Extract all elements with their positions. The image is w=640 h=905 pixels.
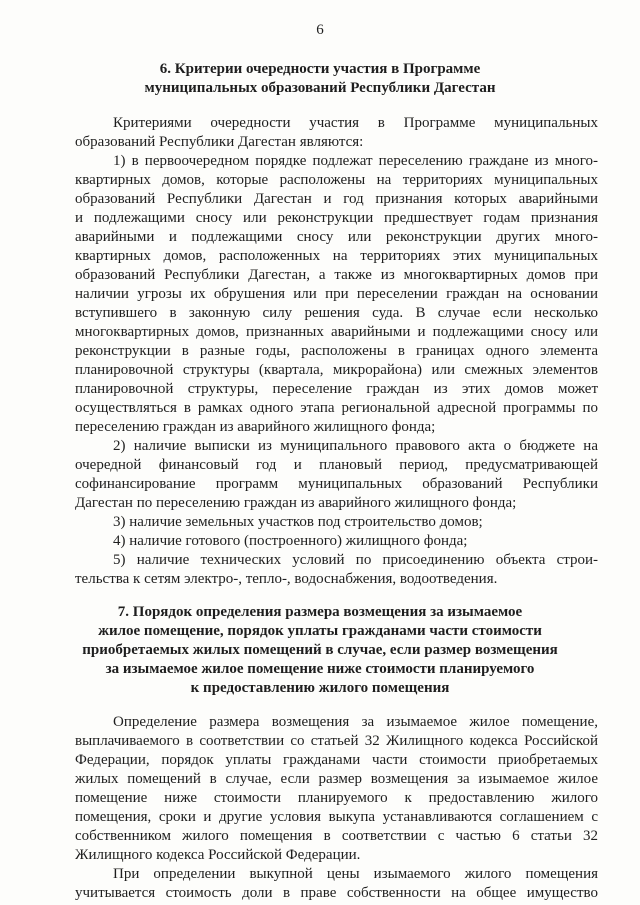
section-7-line: При определении выкупной цены изымаемого жилого помещения (113, 866, 598, 882)
section-6-line: образований Республики Дагестан, а также из многоквартирных домов при (75, 267, 598, 283)
section-7-heading-line-3: приобретаемых жилых помещений в случае, если размер возмещения (82, 642, 558, 658)
section-6-line: 4) наличие готового (построенного) жилищного фонда; (113, 533, 468, 549)
section-7-heading-line-2: жилое помещение, порядок уплаты гражданами части стоимости (98, 623, 542, 639)
section-7-line: выплачиваемого в соответствии со статьей 32 Жилищного кодекса Российской (75, 733, 598, 749)
section-7-line: учитывается стоимость доли в праве собственности на общее имущество (75, 885, 598, 901)
section-6-line: планировочной структуры, переселение граждан из этих домов может (75, 381, 598, 397)
section-6-line: аварийными и подлежащими сносу или реконструкции других много- (75, 229, 598, 245)
section-6-line: 1) в первоочередном порядке подлежат переселению граждане из много- (113, 153, 598, 169)
section-7-line: Определение размера возмещения за изымаемое жилое помещение, (113, 714, 598, 730)
section-7-heading-line-5: к предоставлению жилого помещения (190, 680, 450, 696)
section-6-line: 2) наличие выписки из муниципального правового акта о бюджете на (113, 438, 598, 454)
section-7-line: жилых помещений в случае, если размер возмещения за изымаемое жилое (75, 771, 598, 787)
section-6-line: Дагестан по переселению граждан из аварийного жилищного фонда; (75, 495, 517, 511)
section-6-line: вступившего в законную силу решения суда. В случае если несколько (75, 305, 598, 321)
section-6-line: квартирных домов, расположенных на территориях этих муниципальных (75, 248, 598, 264)
section-6-line: Критериями очередности участия в Программе муниципальных (113, 115, 598, 131)
section-6-line: переселению граждан из аварийного жилищного фонда; (75, 419, 436, 435)
section-6-line: наличии угрозы их обрушения или при переселении граждан на основании (75, 286, 598, 302)
section-6-line: тельства к сетям электро-, тепло-, водоснабжения, водоотведения. (75, 571, 498, 587)
section-6-line: образований Республики Дагестан и год признания которых аварийными (75, 191, 598, 207)
section-6-line: осуществляться в рамках одного этапа региональной адресной программы по (75, 400, 598, 416)
section-7-line: помещение ниже стоимости планируемого к предоставлению жилого (75, 790, 598, 806)
section-6-heading-line-2: муниципальных образований Республики Дагестан (144, 80, 496, 96)
section-7-heading-line-1: 7. Порядок определения размера возмещения за изымаемое (117, 604, 523, 620)
section-7-line: Жилищного кодекса Российской Федерации. (75, 847, 361, 863)
section-6-line: софинансирование программ муниципальных образований Республики (75, 476, 598, 492)
page-number: 6 (316, 22, 324, 38)
section-7-line: Федерации, порядок уплаты гражданами части стоимости приобретаемых (75, 752, 598, 768)
section-6-line: 3) наличие земельных участков под строительство домов; (113, 514, 483, 530)
section-6-line: образований Республики Дагестан являются: (75, 134, 364, 150)
section-6-line: очередной финансовый год и плановый период, предусматривающей (75, 457, 598, 473)
section-6-line: квартирных домов, которые расположены на территориях муниципальных (75, 172, 598, 188)
section-7-line: собственником жилого помещения в соответствии с частью 6 статьи 32 (75, 828, 598, 844)
section-6-line: многоквартирных домов, признанных аварийными и подлежащими сносу или (75, 324, 598, 340)
section-7-line: помещения, сроки и другие условия выкупа устанавливаются соглашением с (75, 809, 598, 825)
section-6-line: реконструкции в разные годы, расположены в границах одного элемента (75, 343, 598, 359)
section-6-line: 5) наличие технических условий по присоединению объекта строи- (113, 552, 598, 568)
section-6-heading-line-1: 6. Критерии очередности участия в Программе (159, 61, 481, 77)
section-7-heading-line-4: за изымаемое жилое помещение ниже стоимости планируемого (105, 661, 535, 677)
section-6-line: и подлежащими сносу или реконструкции предшествует годам признания (75, 210, 598, 226)
section-6-line: планировочной структуры (квартала, микрорайона) или смежных элементов (75, 362, 598, 378)
